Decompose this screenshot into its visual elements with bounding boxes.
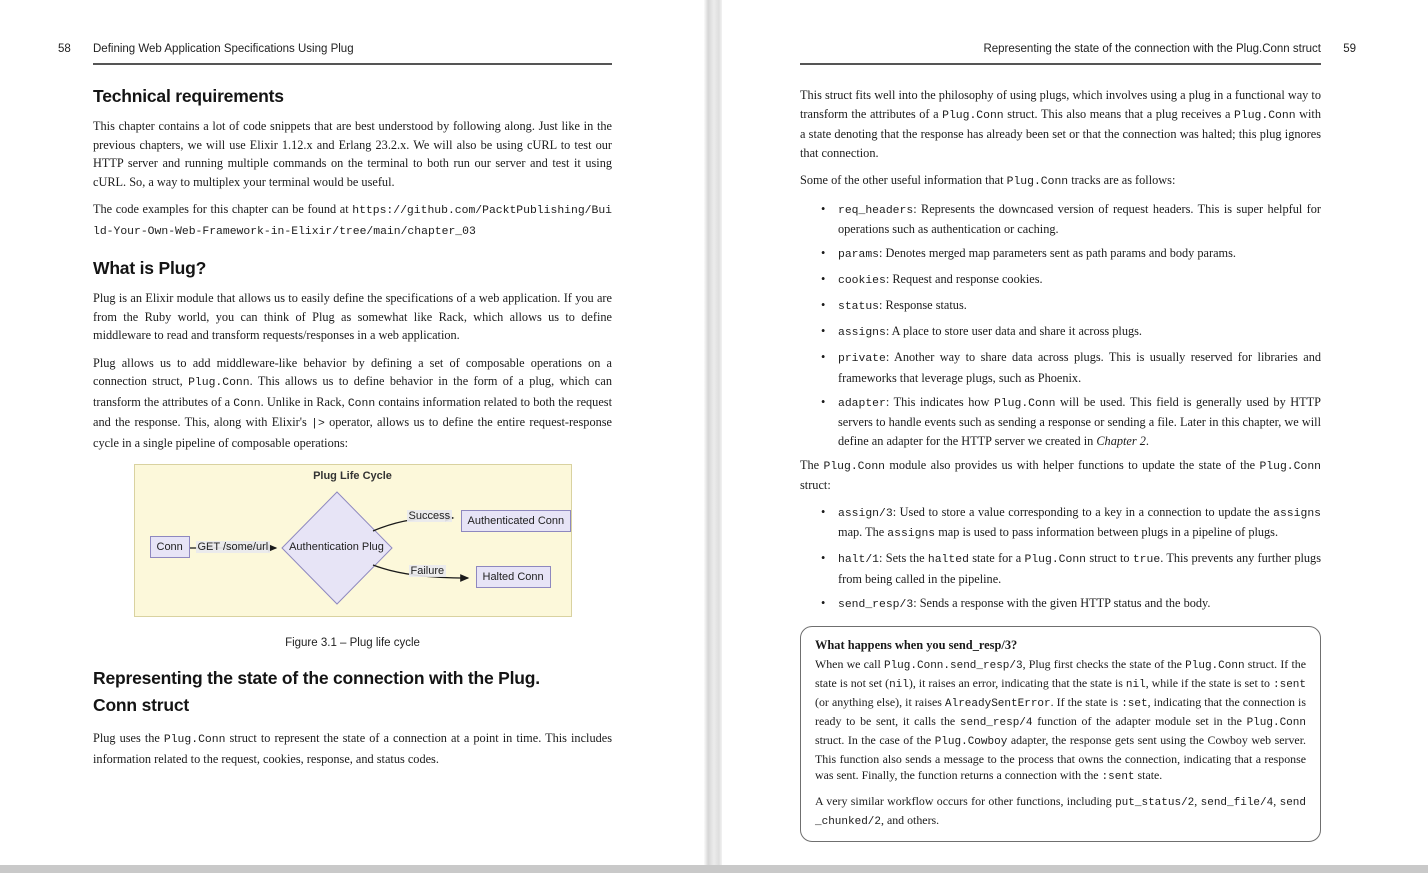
inline-code: Plug.Conn	[993, 397, 1056, 410]
text-run: , while if the state is set to	[1145, 675, 1273, 690]
conn-node: Conn	[150, 536, 190, 558]
inline-code: Plug.Conn	[188, 377, 250, 389]
text-run: struct. This also means that a plug receives a	[1003, 106, 1235, 121]
paragraph	[93, 729, 612, 768]
inline-code: nil	[1125, 678, 1146, 691]
inline-code: status	[838, 301, 880, 313]
text-run: : Used to store a value corresponding to a key in a connection to update the	[892, 504, 1274, 519]
text-run: . If the state is	[1050, 694, 1122, 709]
text-run: : Represents the downcased version of request headers. This is super helpful for operations such as authentication or caching.	[838, 201, 1321, 236]
text-run: struct. In the case of the	[815, 732, 935, 747]
bullet-marker: •	[821, 551, 826, 565]
text-run: state.	[1134, 768, 1163, 783]
inline-code: AlreadySentError	[945, 697, 1051, 710]
inline-code: assigns	[1273, 507, 1321, 520]
conn-fields-bullet-list	[800, 200, 1321, 451]
heading-line: Conn struct	[93, 695, 189, 715]
bullet-marker: •	[821, 350, 826, 364]
text-run: map. The	[838, 525, 888, 539]
plug-life-cycle-figure	[134, 464, 572, 617]
bullet-text	[838, 503, 1321, 544]
text-run: function of the adapter module set in the	[1032, 713, 1247, 728]
bullet-text	[838, 296, 1321, 317]
inline-code: Plug.Conn.send_resp/3	[883, 660, 1023, 672]
request-edge-label: GET /some/url	[197, 541, 269, 553]
inline-code: req_headers	[838, 204, 914, 217]
inline-code: halted	[927, 554, 969, 566]
text-run: The code examples for this chapter can be found at	[93, 202, 353, 216]
authenticated-conn-node: Authenticated Conn	[461, 510, 572, 532]
paragraph	[93, 200, 612, 241]
inline-code: put_status/2	[1115, 797, 1195, 810]
inline-code: :sent	[1273, 678, 1307, 691]
page-spine	[704, 0, 723, 865]
text-run: (or anything else), it raises	[815, 694, 945, 709]
text-run: : Sets the	[879, 551, 928, 565]
inline-code: Plug.Cowboy	[934, 735, 1008, 748]
send-resp-note-box	[800, 626, 1321, 842]
right-header-rule	[800, 63, 1321, 65]
right-page	[722, 0, 1428, 865]
text-run: Plug uses the	[93, 731, 164, 745]
inline-code: Plug.Conn	[942, 109, 1004, 122]
text-run: struct to represent the state of a connection at a point in time. This includes information related to the request, cookies, response, and status codes.	[93, 731, 612, 766]
text-run: Plug allows us to add middleware-like behavior by defining a set of composable operations on a connection struct,	[93, 355, 612, 388]
figure-caption: Figure 3.1 – Plug life cycle	[285, 637, 420, 649]
bullet-marker: •	[821, 324, 826, 338]
inline-code: send_resp/3	[838, 598, 914, 611]
text-run: struct. If the state is not set (	[815, 657, 1306, 690]
inline-code: send_resp/4	[959, 716, 1033, 729]
inline-code: Conn	[347, 397, 376, 410]
right-running-header: Representing the state of the connection with the Plug.Conn struct	[983, 43, 1321, 55]
inline-code: Plug.Conn	[1024, 554, 1087, 566]
inline-code: Plug.Conn	[1006, 176, 1069, 188]
inline-code: assign/3	[838, 507, 893, 520]
text-run: A very similar workflow occurs for other functions, including	[815, 794, 1116, 809]
inline-code: Plug.Conn	[823, 460, 886, 473]
text-run: : Denotes merged map parameters sent as path params and body params.	[879, 246, 1236, 260]
text-run: : Response status.	[879, 298, 967, 312]
text-run: : A place to store user data and share it across plugs.	[885, 324, 1142, 338]
section-heading-what-is-plug: What is Plug?	[93, 258, 207, 278]
text-run: : Sends a response with the given HTTP status and the body.	[913, 595, 1211, 610]
bullet-text	[838, 322, 1321, 343]
inline-code: halt/1	[838, 554, 880, 566]
section-heading-technical-requirements: Technical requirements	[93, 86, 284, 106]
bullet-text	[838, 348, 1321, 387]
inline-code: Conn	[233, 397, 261, 410]
bullet-item	[800, 322, 1321, 343]
text-run: module also provides us with helper functions to update the state of the	[885, 457, 1260, 472]
heading-line: Representing the state of the connection with the Plug.	[93, 668, 540, 688]
inline-code: assigns	[887, 528, 936, 540]
text-run: : Request and response cookies.	[885, 272, 1043, 286]
text-run: ,	[1194, 794, 1201, 809]
text-run: Plug is an Elixir module that allows us to easily define the specifications of a web application. If you are from the Ruby world, you can think of Plug as somewhat like Rack, which allows us to define middleware to read and transform requests/responses in a web application.	[93, 291, 612, 342]
text-run: This struct fits well into the philosophy of using plugs, which involves using a plug in a functional way to transform the attributes of a	[800, 88, 1321, 121]
bullet-item	[800, 549, 1321, 588]
paragraph	[93, 289, 612, 345]
text-run: .	[1145, 433, 1149, 448]
viewer-background-strip	[0, 865, 1428, 873]
inline-code: true	[1132, 554, 1161, 566]
inline-code: Plug.Conn	[1234, 109, 1296, 122]
inline-code: send_chunked/2	[815, 797, 1306, 829]
paragraph	[800, 171, 1321, 192]
bullet-text	[838, 200, 1321, 239]
inline-code: Plug.Conn	[1246, 716, 1306, 729]
italic-text: Chapter 2	[1096, 433, 1146, 448]
text-run: will be used. This field is generally used by HTTP servers to handle events such as sending a response or sending a file. Later in this chapter, we will define an adapter for the HTTP server we created in	[838, 394, 1321, 448]
inline-code: nil	[889, 678, 909, 691]
bullet-marker: •	[821, 201, 826, 216]
authentication-plug-node: Authentication Plug	[289, 541, 384, 553]
text-run: tracks are as follows:	[1068, 173, 1176, 187]
text-run: : Another way to share data across plugs. This is usually reserved for libraries and frameworks that leverage plugs, such as Phoenix.	[838, 350, 1321, 385]
bullet-item	[800, 296, 1321, 317]
text-run: This chapter contains a lot of code snippets that are best understood by following along. Just like in the previous chapters, we will use Elixir 1.12.x and Erlang 23.2.x. We will also be using cURL to test our HTTP server and running multiple commands on the terminal to both run our server and test it using cURL. So, a way to multiplex your terminal would be useful.	[93, 119, 612, 189]
inline-code: send_file/4	[1200, 797, 1274, 810]
text-run: adapter, the response gets sent using the Cowboy web server. This function also sends a message to the process that owns the connection, indicating that a response was sent. Finally, the function returns a connection with the	[815, 732, 1306, 783]
text-run: . This allows us to define behavior in the form of a plug, which can transform the attributes of a	[93, 374, 612, 409]
left-running-header: Defining Web Application Specifications Using Plug	[93, 43, 354, 55]
inline-code: private	[838, 353, 886, 365]
left-page-number: 58	[58, 43, 71, 55]
failure-edge-label: Failure	[410, 565, 445, 577]
helper-functions-bullet-list	[800, 503, 1321, 615]
left-page	[0, 0, 705, 865]
bullet-item	[800, 244, 1321, 265]
bullet-marker: •	[821, 394, 826, 409]
bullet-text	[838, 244, 1321, 265]
inline-code: |>	[311, 418, 325, 430]
text-run: map is used to pass information between plugs in a pipeline of plugs.	[935, 525, 1279, 539]
bullet-text	[838, 549, 1321, 588]
text-run: Some of the other useful information that	[800, 173, 1007, 187]
left-page-content	[93, 85, 612, 777]
text-run: . Unlike in Rack,	[260, 394, 348, 409]
note-title: What happens when you send_resp/3?	[815, 638, 1018, 652]
text-run: , and others.	[881, 813, 940, 828]
bullet-item	[800, 594, 1321, 615]
paragraph	[93, 354, 612, 453]
text-run: : This indicates how	[885, 394, 994, 409]
right-page-number: 59	[1343, 43, 1356, 55]
inline-code: :set	[1121, 697, 1148, 710]
success-edge-label: Success	[408, 510, 451, 522]
inline-code: Plug.Conn	[1259, 460, 1321, 473]
text-run: The	[800, 457, 824, 472]
bullet-item	[800, 270, 1321, 291]
text-run: ), it raises an error, indicating that the state is	[908, 675, 1126, 690]
right-page-content	[800, 86, 1321, 842]
bullet-text	[838, 393, 1321, 451]
bullet-marker: •	[821, 246, 826, 260]
bullet-marker: •	[821, 504, 826, 519]
inline-code: params	[838, 249, 880, 261]
text-run: , indicating that the connection is ready to be sent, it calls the	[815, 694, 1306, 728]
inline-code: Plug.Conn	[163, 734, 226, 746]
inline-code: cookies	[838, 275, 886, 287]
bullet-text	[838, 270, 1321, 291]
bullet-item	[800, 393, 1321, 451]
note-paragraph	[815, 656, 1306, 786]
left-header-rule	[93, 63, 612, 65]
halted-conn-node: Halted Conn	[476, 566, 551, 588]
figure-title: Plug Life Cycle	[313, 470, 392, 482]
bullet-text	[838, 594, 1321, 615]
text-run: struct to	[1086, 551, 1133, 565]
bullet-item	[800, 348, 1321, 387]
section-heading-representing-state	[93, 665, 612, 719]
paragraph	[800, 456, 1321, 495]
paragraph	[93, 117, 612, 191]
text-run: struct:	[800, 478, 831, 492]
inline-code: adapter	[838, 397, 886, 410]
paragraph	[800, 86, 1321, 162]
text-run: contains information related to both the request and the response. This, along with Elixir's	[93, 394, 612, 429]
bullet-marker: •	[821, 298, 826, 312]
inline-code: :sent	[1101, 771, 1135, 784]
text-run: When we call	[815, 657, 884, 671]
text-run: state for a	[968, 551, 1025, 565]
text-run: with a state denoting that the response has already been set or that the connection was halted; this plug ignores that connection.	[800, 106, 1321, 160]
inline-code: assigns	[838, 327, 886, 339]
text-run: operator, allows us to define the entire request-response cycle in a single pipeline of composable operations:	[93, 415, 612, 450]
bullet-item	[800, 200, 1321, 239]
note-paragraph	[815, 793, 1306, 831]
bullet-marker: •	[821, 272, 826, 286]
text-run: ,	[1273, 794, 1280, 809]
code-url[interactable]: https://github.com/PacktPublishing/Build-Your-Own-Web-Framework-in-Elixir/tree/main/chapter_03	[93, 205, 612, 238]
bullet-item	[800, 503, 1321, 544]
inline-code: Plug.Conn	[1185, 660, 1245, 672]
text-run: . This prevents any further plugs from being called in the pipeline.	[838, 551, 1321, 586]
bullet-marker: •	[821, 595, 826, 610]
text-run: , Plug first checks the state of the	[1022, 657, 1186, 671]
